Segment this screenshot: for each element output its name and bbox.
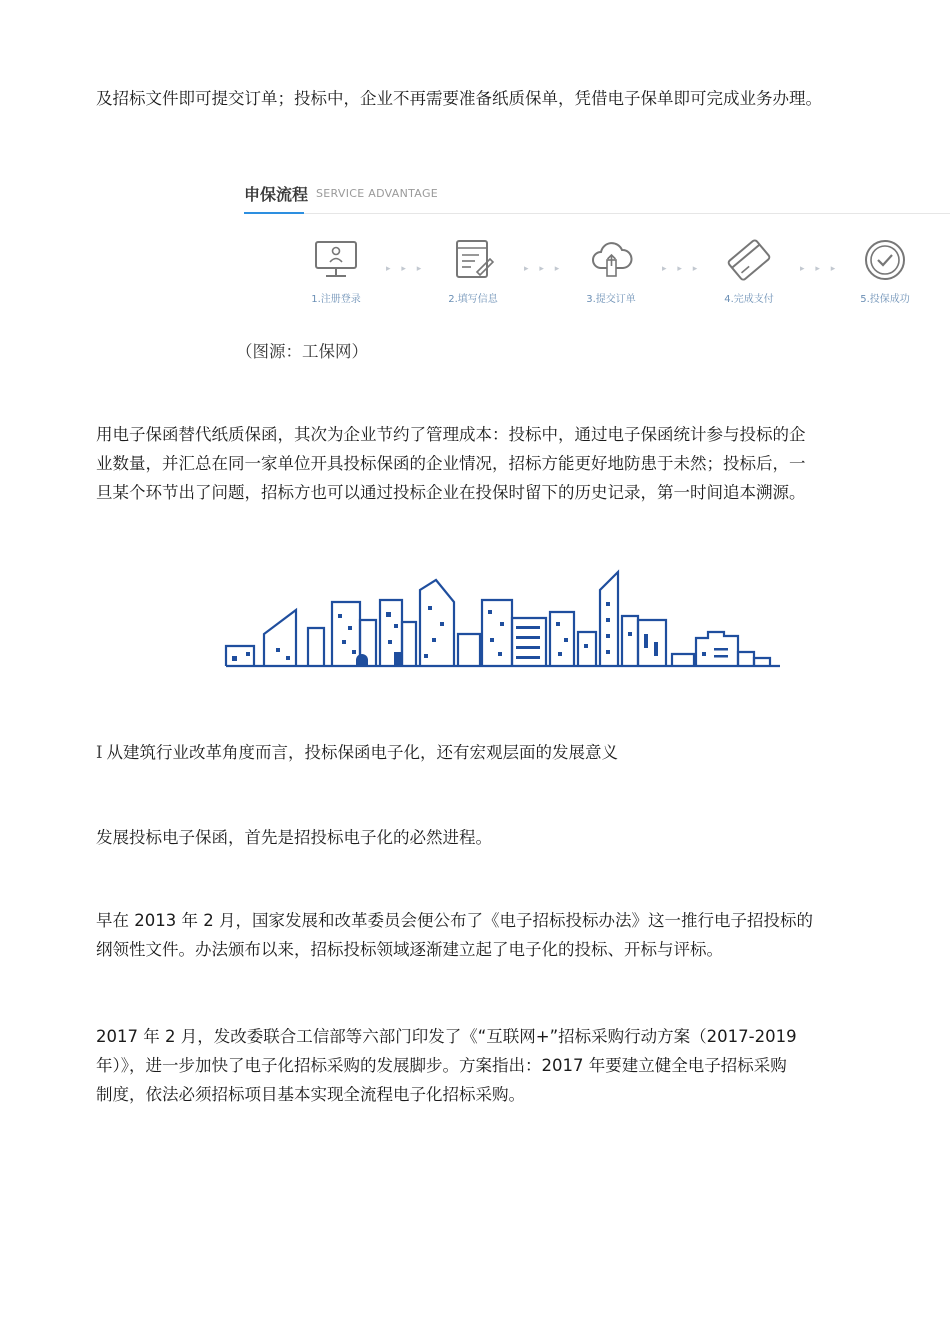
paragraph-line: 2017 年 2 月，发改委联合工信部等六部门印发了《“互联网+”招标采购行动方案（2017-2019	[96, 1027, 797, 1046]
process-subtitle: SERVICE ADVANTAGE	[316, 187, 439, 200]
process-step-register	[291, 238, 381, 305]
process-title: 申保流程	[244, 185, 309, 204]
arrow-icon: ▸ ▸ ▸	[800, 264, 840, 274]
city-skyline-illustration	[224, 562, 784, 674]
arrow-icon: ▸ ▸ ▸	[386, 264, 426, 274]
paragraph-inevitable-process	[96, 823, 876, 852]
form-edit-icon	[449, 238, 497, 282]
paragraph-line: 用电子保函替代纸质保函，其次为企业节约了管理成本：投标中，通过电子保函统计参与投标的企	[96, 425, 806, 444]
paragraph-line: 旦某个环节出了问题，招标方也可以通过投标企业在投保时留下的历史记录，第一时间追本溯源。	[96, 483, 806, 502]
process-step-payment	[704, 238, 794, 305]
image-caption: （图源：工保网）	[236, 342, 368, 361]
paragraph-2017-plan	[96, 1022, 876, 1109]
check-circle-icon	[861, 238, 909, 282]
paragraph-line: 业数量，并汇总在同一家单位开具投标保函的企业情况，招标方能更好地防患于未然；投标后，一	[96, 454, 806, 473]
process-step-success	[840, 238, 930, 305]
paragraph-2013-measures	[96, 906, 876, 964]
step-label: 4.完成支付	[724, 294, 774, 305]
paragraph-line: 及招标文件即可提交订单；投标中，企业不再需要准备纸质保单，凭借电子保单即可完成业务办理。	[96, 89, 822, 108]
application-process-figure	[244, 178, 950, 318]
heading-text: 从建筑行业改革角度而言，投标保函电子化，还有宏观层面的发展意义	[106, 743, 619, 762]
step-label: 2.填写信息	[448, 294, 498, 305]
title-accent-bar	[244, 212, 304, 214]
paragraph-line: 早在 2013 年 2 月，国家发展和改革委员会便公布了《电子招标投标办法》这一推行电子招投标的	[96, 911, 813, 930]
paragraph-line: 制度，依法必须招标项目基本实现全流程电子化招标采购。	[96, 1085, 525, 1104]
cloud-upload-icon	[587, 238, 635, 282]
step-label: 1.注册登录	[311, 294, 361, 305]
monitor-user-icon	[312, 238, 360, 282]
paragraph-line: 年）》，进一步加快了电子化招标采购的发展脚步。方案指出：2017 年要建立健全电子招标采购	[96, 1056, 787, 1075]
card-pay-icon	[725, 238, 773, 282]
process-step-fill-info	[428, 238, 518, 305]
paragraph-management-cost	[96, 420, 876, 507]
paragraph-line: 发展投标电子保函，首先是招投标电子化的必然进程。	[96, 828, 492, 847]
heading-bar: I	[96, 743, 103, 762]
process-step-submit-order	[566, 238, 656, 305]
arrow-icon: ▸ ▸ ▸	[662, 264, 702, 274]
divider	[244, 213, 950, 214]
step-label: 3.提交订单	[586, 294, 636, 305]
arrow-icon: ▸ ▸ ▸	[524, 264, 564, 274]
paragraph-intro	[96, 84, 876, 113]
paragraph-line: 纲领性文件。办法颁布以来，招标投标领域逐渐建立起了电子化的投标、开标与评标。	[96, 940, 723, 959]
section-heading	[96, 738, 618, 767]
step-label: 5.投保成功	[860, 294, 910, 305]
